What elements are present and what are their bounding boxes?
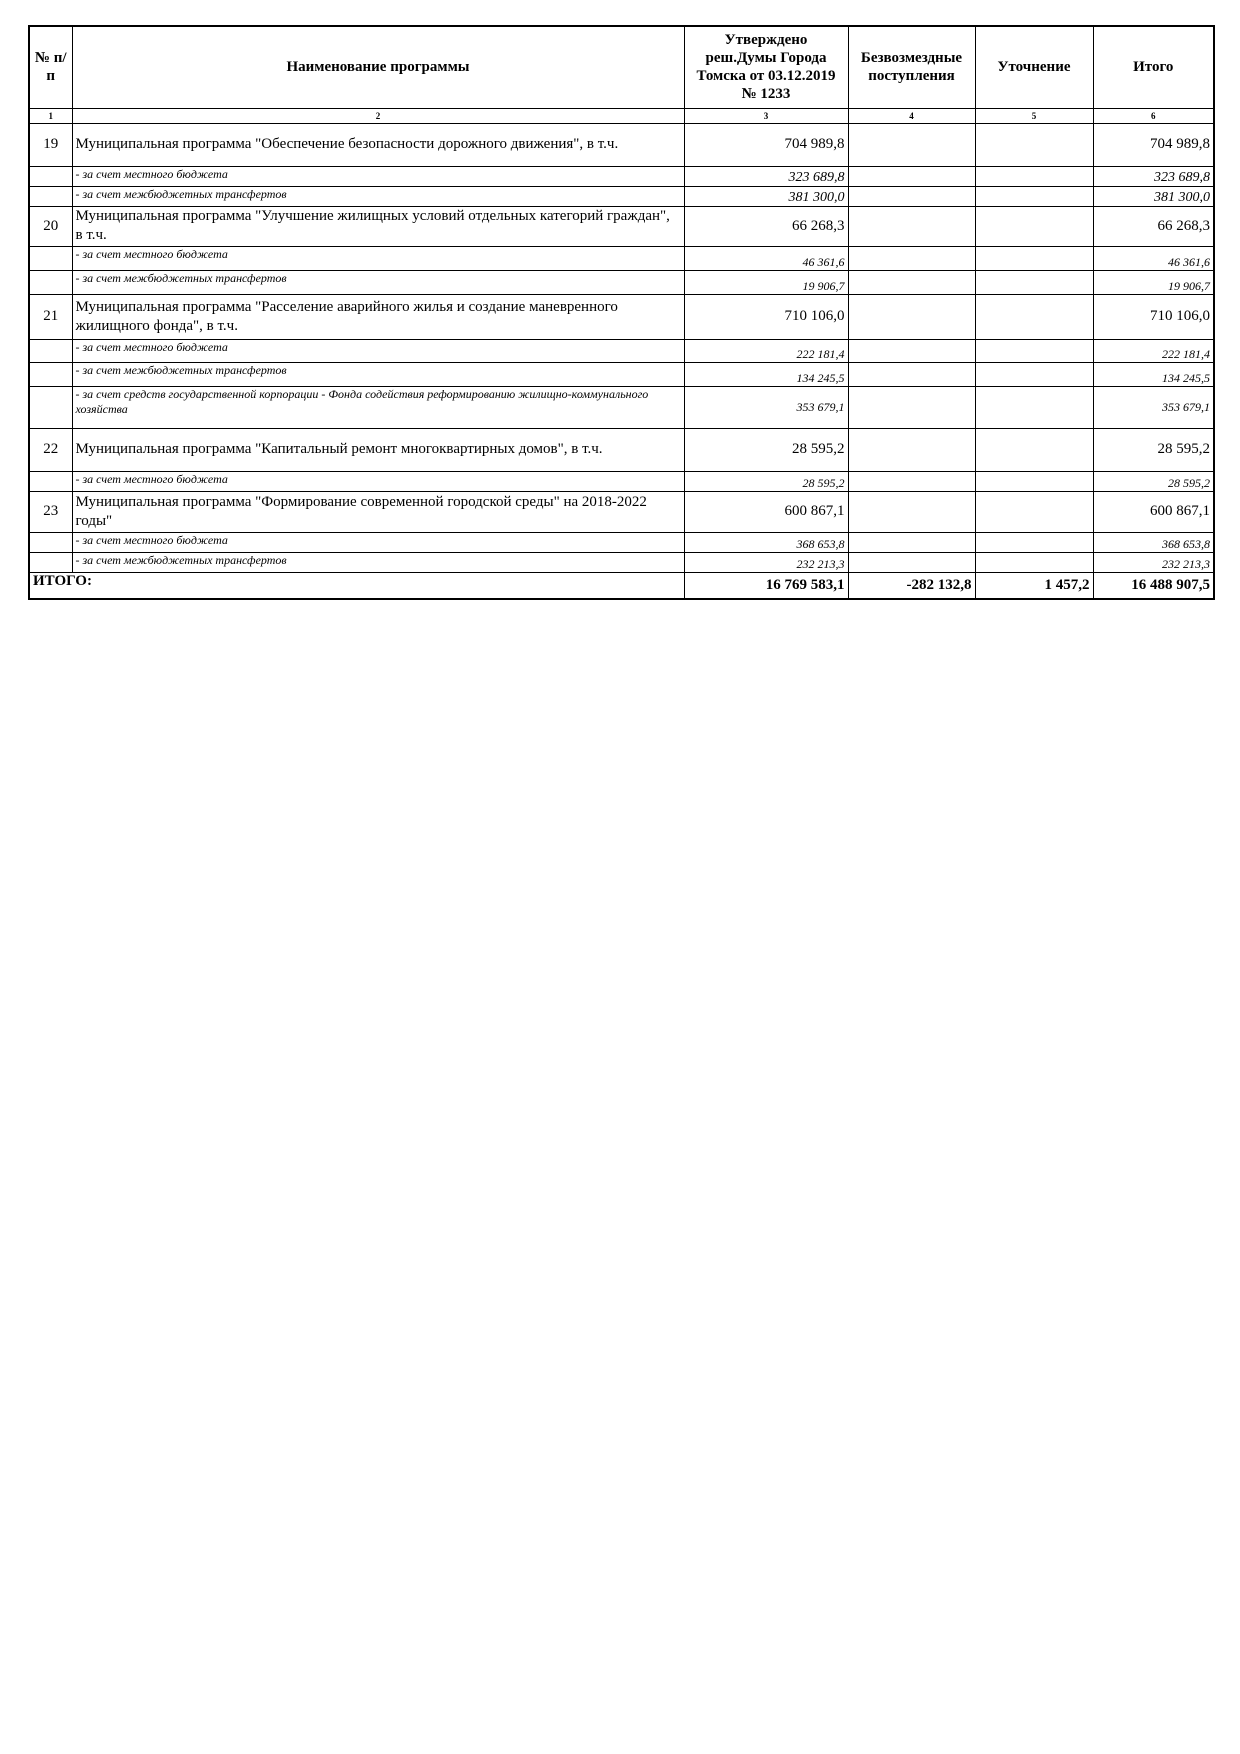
approved-value: 704 989,8 [684,123,848,166]
grants-value [848,386,975,428]
funding-source-row [29,362,1214,386]
grants-value [848,123,975,166]
table-header-row [29,26,1214,108]
grants-value [848,270,975,294]
row-number [29,339,72,362]
funding-source-name: - за счет местного бюджета [72,471,684,491]
column-numbers-row [29,108,1214,123]
program-row [29,428,1214,471]
approved-value: 222 181,4 [684,339,848,362]
column-number: 3 [684,108,848,123]
funding-source-name: - за счет местного бюджета [72,339,684,362]
clarification-value [975,362,1093,386]
row-number [29,270,72,294]
grants-value [848,294,975,339]
clarification-value [975,552,1093,572]
clarification-value [975,294,1093,339]
funding-source-name: - за счет местного бюджета [72,166,684,186]
total-value: 28 595,2 [1093,471,1214,491]
row-number: 20 [29,206,72,246]
program-name: Муниципальная программа "Капитальный ремонт многоквартирных домов", в т.ч. [72,428,684,471]
clarification-value [975,270,1093,294]
funding-source-row [29,386,1214,428]
column-number: 6 [1093,108,1214,123]
approved-value: 46 361,6 [684,246,848,270]
row-number [29,166,72,186]
total-value: 710 106,0 [1093,294,1214,339]
total-value: 28 595,2 [1093,428,1214,471]
approved-value: 323 689,8 [684,166,848,186]
approved-value: 710 106,0 [684,294,848,339]
row-number [29,386,72,428]
grand-total-total: 16 488 907,5 [1093,572,1214,599]
header-clarification: Уточнение [975,26,1093,108]
approved-value: 28 595,2 [684,471,848,491]
row-number [29,532,72,552]
grants-value [848,206,975,246]
header-approved: Утверждено реш.Думы Города Томска от 03.12.2019 № 1233 [684,26,848,108]
row-number [29,471,72,491]
program-row [29,294,1214,339]
clarification-value [975,532,1093,552]
clarification-value [975,246,1093,270]
total-value: 704 989,8 [1093,123,1214,166]
clarification-value [975,166,1093,186]
approved-value: 19 906,7 [684,270,848,294]
row-number: 22 [29,428,72,471]
grand-total-approved: 16 769 583,1 [684,572,848,599]
approved-value: 232 213,3 [684,552,848,572]
program-name: Муниципальная программа "Расселение аварийного жилья и создание маневренного жилищного фонда", в т.ч. [72,294,684,339]
funding-source-row [29,270,1214,294]
funding-source-name: - за счет местного бюджета [72,246,684,270]
grants-value [848,246,975,270]
funding-source-row [29,166,1214,186]
approved-value: 600 867,1 [684,491,848,532]
column-number: 1 [29,108,72,123]
grand-total-label: ИТОГО: [29,572,684,599]
funding-source-name: - за счет местного бюджета [72,532,684,552]
total-value: 134 245,5 [1093,362,1214,386]
total-value: 381 300,0 [1093,186,1214,206]
grants-value [848,471,975,491]
row-number [29,246,72,270]
funding-source-row [29,532,1214,552]
row-number: 23 [29,491,72,532]
clarification-value [975,471,1093,491]
grand-total-grants: -282 132,8 [848,572,975,599]
funding-source-row [29,186,1214,206]
grants-value [848,428,975,471]
program-row [29,123,1214,166]
funding-source-name: - за счет средств государственной корпорации - Фонда содействия реформированию жилищно-коммунального хозяйства [72,386,684,428]
approved-value: 353 679,1 [684,386,848,428]
program-name: Муниципальная программа "Улучшение жилищных условий отдельных категорий граждан", в т.ч. [72,206,684,246]
approved-value: 28 595,2 [684,428,848,471]
approved-value: 368 653,8 [684,532,848,552]
total-value: 66 268,3 [1093,206,1214,246]
funding-source-row [29,552,1214,572]
funding-source-row [29,471,1214,491]
grand-total-row [29,572,1214,599]
program-name: Муниципальная программа "Обеспечение безопасности дорожного движения", в т.ч. [72,123,684,166]
row-number: 21 [29,294,72,339]
total-value: 323 689,8 [1093,166,1214,186]
clarification-value [975,491,1093,532]
grants-value [848,532,975,552]
approved-value: 66 268,3 [684,206,848,246]
header-num: № п/п [29,26,72,108]
clarification-value [975,206,1093,246]
row-number: 19 [29,123,72,166]
clarification-value [975,339,1093,362]
total-value: 353 679,1 [1093,386,1214,428]
grants-value [848,339,975,362]
grand-total-clarification: 1 457,2 [975,572,1093,599]
funding-source-name: - за счет межбюджетных трансфертов [72,552,684,572]
grants-value [848,186,975,206]
column-number: 4 [848,108,975,123]
header-name: Наименование программы [72,26,684,108]
header-total: Итого [1093,26,1214,108]
clarification-value [975,428,1093,471]
approved-value: 134 245,5 [684,362,848,386]
funding-source-name: - за счет межбюджетных трансфертов [72,362,684,386]
total-value: 222 181,4 [1093,339,1214,362]
funding-source-row [29,339,1214,362]
grants-value [848,362,975,386]
approved-value: 381 300,0 [684,186,848,206]
column-number: 2 [72,108,684,123]
program-row [29,491,1214,532]
row-number [29,552,72,572]
program-name: Муниципальная программа "Формирование современной городской среды" на 2018-2022 годы" [72,491,684,532]
clarification-value [975,386,1093,428]
row-number [29,186,72,206]
grants-value [848,552,975,572]
total-value: 600 867,1 [1093,491,1214,532]
grants-value [848,491,975,532]
row-number [29,362,72,386]
program-row [29,206,1214,246]
funding-source-row [29,246,1214,270]
funding-source-name: - за счет межбюджетных трансфертов [72,270,684,294]
total-value: 19 906,7 [1093,270,1214,294]
total-value: 368 653,8 [1093,532,1214,552]
funding-source-name: - за счет межбюджетных трансфертов [72,186,684,206]
budget-programs-table [28,25,1215,600]
column-number: 5 [975,108,1093,123]
grants-value [848,166,975,186]
total-value: 46 361,6 [1093,246,1214,270]
clarification-value [975,123,1093,166]
header-grants: Безвозмездные поступления [848,26,975,108]
clarification-value [975,186,1093,206]
total-value: 232 213,3 [1093,552,1214,572]
